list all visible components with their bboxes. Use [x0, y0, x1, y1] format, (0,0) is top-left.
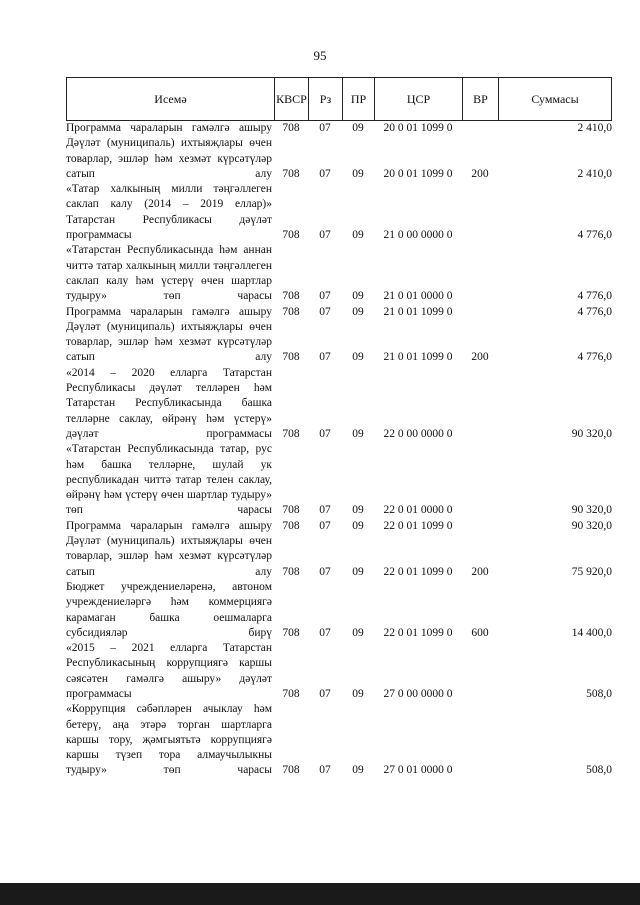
- cell-csr: 27 0 00 0000 0: [383, 687, 453, 700]
- cell-pr: 09: [352, 351, 364, 364]
- cell-sum: 2 410,0: [577, 122, 612, 134]
- cell-name: Программа чараларын гамәлгә ашыру: [66, 122, 272, 134]
- cell-csr: 22 0 01 1099 0: [383, 519, 453, 532]
- table-row: [66, 580, 612, 641]
- cell-kvsr: 708: [282, 519, 300, 532]
- table-row: [66, 442, 612, 518]
- cell-rz: 07: [319, 764, 331, 777]
- cell-pr: 09: [352, 626, 364, 639]
- table-row: [66, 182, 612, 243]
- cell-csr: 22 0 01 1099 0: [383, 626, 453, 639]
- cell-name: Дәүләт (муниципаль) ихтыяҗлары өчен товарлар, эшләр һәм хезмәт күрсәтүләр сатып алу: [66, 535, 272, 578]
- page-number: 95: [313, 48, 327, 63]
- cell-name: Дәүләт (муниципаль) ихтыяҗлары өчен товарлар, эшләр һәм хезмәт күрсәтүләр сатып алу: [66, 137, 272, 180]
- cell-csr: 21 0 01 1099 0: [383, 305, 453, 318]
- cell-name: «Татарстан Республикасында татар, рус һәм башка телләрне, шулай ук республикадан читтә татар телен саклау, өйрәнү һәм үстерү өчен шартлар тудыру» төп чарасы: [66, 443, 272, 517]
- cell-csr: 21 0 01 0000 0: [383, 290, 453, 303]
- cell-sum: 90 320,0: [571, 504, 612, 517]
- column-header-csr: ЦСР: [375, 78, 463, 120]
- column-header-pr: ПР: [343, 78, 375, 120]
- cell-rz: 07: [319, 229, 331, 242]
- cell-rz: 07: [319, 167, 331, 180]
- column-header-vr: ВР: [463, 78, 499, 120]
- cell-kvsr: 708: [282, 290, 300, 303]
- cell-csr: 20 0 01 1099 0: [383, 122, 453, 134]
- table-row: [66, 320, 612, 366]
- cell-sum: 90 320,0: [571, 519, 612, 532]
- cell-name: «Татарстан Республикасында һәм аннан читтә татар халкының милли тәңгәллеген саклап калу һәм үстерү өчен шартлар тудыру» төп чарасы: [66, 244, 272, 303]
- cell-sum: 508,0: [586, 764, 612, 777]
- cell-rz: 07: [319, 427, 331, 440]
- cell-rz: 07: [319, 519, 331, 532]
- column-header-sum: Суммасы: [531, 91, 579, 106]
- cell-pr: 09: [352, 687, 364, 700]
- cell-rz: 07: [319, 305, 331, 318]
- table-row: [66, 366, 612, 442]
- table-row: [66, 136, 612, 182]
- table-body: [66, 121, 612, 779]
- cell-rz: 07: [319, 290, 331, 303]
- cell-rz: 07: [319, 504, 331, 517]
- cell-kvsr: 708: [282, 305, 300, 318]
- cell-name: «2014 – 2020 елларга Татарстан Республикасы дәүләт телләрен һәм Татарстан Республикасында башка телләрне саклау, өйрәнү һәм үстерү» дәүләт программасы: [66, 366, 272, 440]
- table-header: [66, 77, 612, 121]
- column-header-name: Исемә: [67, 78, 275, 120]
- cell-vr: 600: [471, 626, 489, 639]
- cell-csr: 21 0 00 0000 0: [383, 229, 453, 242]
- cell-csr: 22 0 00 0000 0: [383, 427, 453, 440]
- cell-name: Бюджет учреждениеләренә, автоном учреждениеләргә һәм коммерциягә карамаган башка оешмаларга субсидияләр бирү: [66, 580, 272, 639]
- cell-name: «Татар халкының милли тәңгәллеген саклап калу (2014 – 2019 еллар)» Татарстан Республикасы дәүләт программасы: [66, 183, 272, 242]
- column-header-rz: Рз: [309, 78, 343, 120]
- cell-rz: 07: [319, 122, 331, 134]
- cell-name: Программа чараларын гамәлгә ашыру: [66, 519, 272, 532]
- cell-kvsr: 708: [282, 229, 300, 242]
- cell-kvsr: 708: [282, 427, 300, 440]
- table-row: [66, 305, 612, 320]
- table-row: [66, 121, 612, 136]
- cell-kvsr: 708: [282, 764, 300, 777]
- cell-rz: 07: [319, 626, 331, 639]
- cell-pr: 09: [352, 764, 364, 777]
- column-header-kvsr: КВСР: [275, 78, 309, 120]
- cell-kvsr: 708: [282, 626, 300, 639]
- table-row: [66, 641, 612, 702]
- cell-csr: 21 0 01 1099 0: [383, 351, 453, 364]
- cell-sum: 75 920,0: [571, 565, 612, 578]
- cell-sum: 4 776,0: [577, 305, 612, 318]
- cell-name: «2015 – 2021 елларга Татарстан Республикасының коррупциягә каршы сәясәтен гамәлгә ашыру» дәүләт программасы: [66, 642, 272, 700]
- cell-sum: 2 410,0: [577, 167, 612, 180]
- cell-pr: 09: [352, 427, 364, 440]
- cell-pr: 09: [352, 122, 364, 134]
- cell-pr: 09: [352, 305, 364, 318]
- cell-csr: 27 0 01 0000 0: [383, 764, 453, 777]
- cell-csr: 20 0 01 1099 0: [383, 167, 453, 180]
- cell-name: Дәүләт (муниципаль) ихтыяҗлары өчен товарлар, эшләр һәм хезмәт күрсәтүләр сатып алу: [66, 320, 272, 364]
- cell-kvsr: 708: [282, 351, 300, 364]
- cell-kvsr: 708: [282, 687, 300, 700]
- cell-pr: 09: [352, 290, 364, 303]
- cell-kvsr: 708: [282, 167, 300, 180]
- cell-vr: 200: [471, 351, 489, 364]
- cell-sum: 90 320,0: [571, 427, 612, 440]
- cell-csr: 22 0 01 0000 0: [383, 504, 453, 517]
- cell-kvsr: 708: [282, 504, 300, 517]
- cell-pr: 09: [352, 229, 364, 242]
- table-row: [66, 702, 612, 778]
- cell-sum: 508,0: [586, 687, 612, 700]
- table-row: [66, 519, 612, 534]
- cell-pr: 09: [352, 565, 364, 578]
- cell-pr: 09: [352, 504, 364, 517]
- cell-kvsr: 708: [282, 565, 300, 578]
- cell-rz: 07: [319, 687, 331, 700]
- cell-vr: 200: [471, 167, 489, 180]
- cell-name: Программа чараларын гамәлгә ашыру: [66, 305, 272, 318]
- cell-sum: 14 400,0: [571, 626, 612, 639]
- cell-csr: 22 0 01 1099 0: [383, 565, 453, 578]
- cell-pr: 09: [352, 519, 364, 532]
- cell-rz: 07: [319, 351, 331, 364]
- cell-vr: 200: [471, 565, 489, 578]
- scan-bottom-edge: [0, 883, 640, 905]
- table-row: [66, 243, 612, 304]
- cell-kvsr: 708: [282, 122, 300, 134]
- cell-rz: 07: [319, 565, 331, 578]
- table-row: [66, 534, 612, 580]
- cell-name: «Коррупция сәбәпләрен ачыклау һәм бетерү, аңа этәрә торган шартларга каршы тору, җәмгыятьтә коррупциягә каршы түзеп тора алмаучылыкны тудыру» төп чарасы: [66, 703, 272, 777]
- cell-sum: 4 776,0: [577, 290, 612, 303]
- cell-sum: 4 776,0: [577, 351, 612, 364]
- cell-pr: 09: [352, 167, 364, 180]
- cell-sum: 4 776,0: [577, 229, 612, 242]
